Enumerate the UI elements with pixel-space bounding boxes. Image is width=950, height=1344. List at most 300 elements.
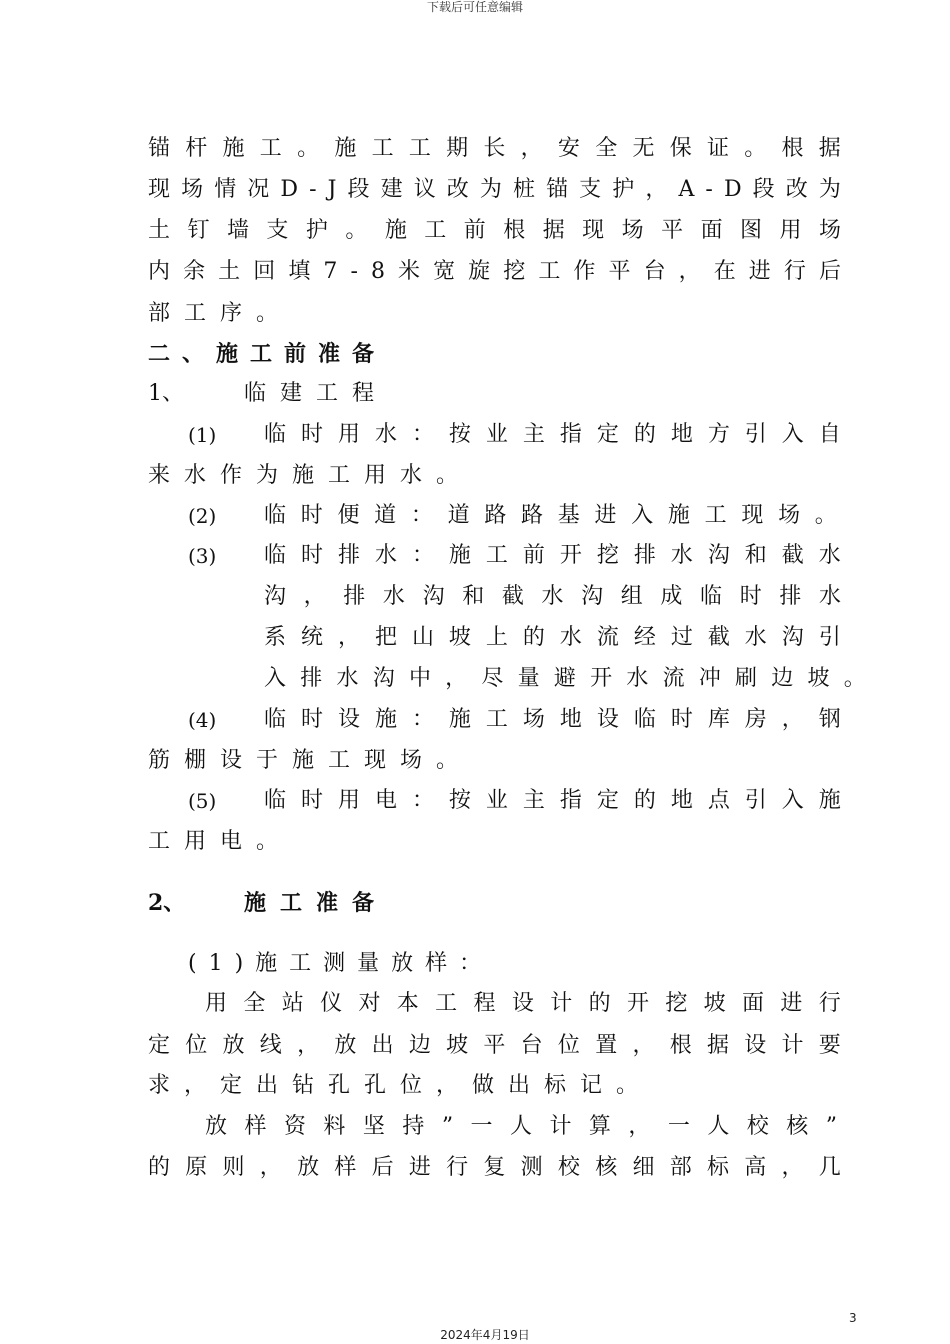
glyph: 计 — [550, 991, 573, 1016]
glyph: 细 — [632, 1155, 655, 1180]
glyph: 挖 — [596, 543, 619, 568]
glyph: 样 — [244, 1114, 267, 1139]
glyph: 时 — [300, 788, 323, 813]
glyph: 仪 — [320, 991, 343, 1016]
glyph: 开 — [590, 666, 613, 691]
glyph: 的 — [633, 422, 656, 447]
glyph: ， — [337, 625, 360, 650]
glyph: 用 — [337, 422, 360, 447]
glyph: 时 — [300, 707, 323, 732]
paragraph-line — [148, 177, 841, 203]
glyph: 面 — [742, 991, 765, 1016]
item-line — [264, 666, 866, 692]
glyph: 工 — [485, 707, 508, 732]
glyph: 入 — [781, 422, 804, 447]
glyph: 。 — [744, 136, 767, 161]
glyph: 改 — [446, 177, 469, 202]
glyph: 用 — [779, 218, 802, 243]
glyph: 本 — [396, 991, 419, 1016]
glyph: 按 — [448, 788, 471, 813]
paragraph-line — [148, 259, 841, 285]
item-number: (2) — [188, 504, 217, 528]
glyph: 程 — [473, 991, 496, 1016]
glyph: 行 — [783, 259, 806, 284]
paragraph-line — [148, 136, 841, 162]
glyph: 水 — [541, 584, 564, 609]
glyph: 边 — [771, 666, 794, 691]
glyph: 行 — [818, 991, 841, 1016]
item-number: (5) — [188, 789, 217, 813]
survey-line — [148, 1155, 841, 1181]
glyph: 经 — [633, 625, 656, 650]
glyph: 临 — [264, 788, 287, 813]
glyph: 用 — [337, 788, 360, 813]
glyph: 为 — [818, 177, 841, 202]
glyph: 几 — [818, 1155, 841, 1180]
glyph: 议 — [413, 177, 436, 202]
glyph: ” — [441, 1114, 454, 1139]
glyph: 进 — [594, 503, 617, 528]
glyph: 设 — [744, 1033, 767, 1058]
item-number: (3) — [188, 544, 217, 568]
glyph: 道 — [374, 503, 397, 528]
glyph: 坡 — [448, 625, 471, 650]
glyph: 临 — [633, 707, 656, 732]
glyph: 挖 — [665, 991, 688, 1016]
glyph: 水 — [374, 422, 397, 447]
glyph: 场 — [778, 503, 801, 528]
glyph: ， — [445, 666, 468, 691]
glyph: 工 — [371, 136, 394, 161]
glyph: 地 — [559, 707, 582, 732]
glyph: 时 — [300, 543, 323, 568]
glyph: 道 — [447, 503, 470, 528]
glyph: 引 — [744, 788, 767, 813]
glyph: 现 — [582, 218, 605, 243]
glyph: 排 — [300, 666, 323, 691]
glyph: 段 — [347, 177, 370, 202]
glyph: 段 — [752, 177, 775, 202]
item-line: 工用电。 — [148, 829, 293, 854]
glyph: 高 — [744, 1155, 767, 1180]
glyph: 复 — [483, 1155, 506, 1180]
glyph: 现 — [148, 177, 171, 202]
glyph: 工 — [408, 136, 431, 161]
glyph: 前 — [522, 543, 545, 568]
glyph: 坡 — [807, 666, 830, 691]
glyph: 根 — [503, 218, 526, 243]
glyph: 冲 — [698, 666, 721, 691]
glyph: 校 — [746, 1114, 769, 1139]
glyph: 8 — [370, 259, 385, 284]
glyph: 临 — [700, 584, 723, 609]
glyph: 沟 — [707, 543, 730, 568]
glyph: 时 — [739, 584, 762, 609]
glyph: 排 — [343, 584, 366, 609]
glyph: 锚 — [148, 136, 171, 161]
glyph: 工 — [435, 991, 458, 1016]
glyph: 设 — [337, 707, 360, 732]
glyph: 料 — [323, 1114, 346, 1139]
glyph: 资 — [283, 1114, 306, 1139]
glyph: 进 — [748, 259, 771, 284]
glyph: 场 — [522, 707, 545, 732]
glyph: 沟 — [422, 584, 445, 609]
glyph: ， — [781, 1155, 804, 1180]
glyph: 成 — [660, 584, 683, 609]
glyph: 位 — [185, 1033, 208, 1058]
glyph: 施 — [448, 707, 471, 732]
glyph: 后 — [818, 259, 841, 284]
glyph: 的 — [148, 1155, 171, 1180]
glyph: 入 — [264, 666, 287, 691]
glyph: ： — [411, 422, 434, 447]
glyph: 电 — [374, 788, 397, 813]
glyph: ， — [678, 259, 701, 284]
glyph: 况 — [247, 177, 270, 202]
glyph: J — [327, 177, 337, 202]
glyph: 站 — [281, 991, 304, 1016]
glyph: 截 — [781, 543, 804, 568]
glyph: 沟 — [372, 666, 395, 691]
glyph: 山 — [411, 625, 434, 650]
glyph: 出 — [371, 1033, 394, 1058]
glyph: 平 — [661, 218, 684, 243]
glyph: 保 — [669, 136, 692, 161]
glyph: 坡 — [446, 1033, 469, 1058]
glyph: ， — [628, 1114, 651, 1139]
glyph: 。 — [297, 136, 320, 161]
glyph: 工 — [538, 259, 561, 284]
glyph: 核 — [595, 1155, 618, 1180]
glyph: 坚 — [362, 1114, 385, 1139]
glyph: 截 — [501, 584, 524, 609]
glyph: 水 — [626, 666, 649, 691]
glyph: 核 — [786, 1114, 809, 1139]
glyph: - — [309, 177, 317, 202]
item-line — [264, 625, 841, 651]
glyph: 回 — [253, 259, 276, 284]
glyph: 和 — [744, 543, 767, 568]
glyph: 引 — [818, 625, 841, 650]
survey-line — [205, 991, 841, 1017]
glyph: 沟 — [581, 584, 604, 609]
glyph: 路 — [484, 503, 507, 528]
glyph: 时 — [300, 503, 323, 528]
glyph: 内 — [148, 259, 171, 284]
glyph: A — [678, 177, 695, 202]
glyph: 位 — [557, 1033, 580, 1058]
glyph: 按 — [448, 422, 471, 447]
section-heading: 二、施工前准备 — [148, 341, 387, 367]
glyph: 过 — [670, 625, 693, 650]
glyph: ， — [259, 1155, 282, 1180]
glyph: 旋 — [468, 259, 491, 284]
glyph: 流 — [596, 625, 619, 650]
glyph: 中 — [408, 666, 431, 691]
glyph: ， — [520, 136, 543, 161]
glyph: 前 — [463, 218, 486, 243]
glyph: 进 — [408, 1155, 431, 1180]
glyph: ： — [410, 503, 433, 528]
glyph: 施 — [818, 788, 841, 813]
glyph: 地 — [670, 788, 693, 813]
survey-line — [148, 1033, 841, 1059]
glyph: 水 — [818, 584, 841, 609]
glyph: 沟 — [264, 584, 287, 609]
glyph: 挖 — [503, 259, 526, 284]
glyph: 场 — [818, 218, 841, 243]
glyph: ， — [303, 584, 326, 609]
glyph: 水 — [744, 625, 767, 650]
item-line: 筋棚设于施工现场。 — [148, 748, 473, 773]
glyph: 水 — [818, 543, 841, 568]
glyph: 主 — [522, 422, 545, 447]
glyph: 排 — [337, 543, 360, 568]
survey-title: (1)施工测量放样： — [188, 951, 494, 976]
subsection-title: 施工准备 — [244, 890, 389, 916]
glyph: 施 — [374, 707, 397, 732]
glyph: 临 — [264, 707, 287, 732]
glyph: 上 — [485, 625, 508, 650]
glyph: 现 — [741, 503, 764, 528]
glyph: 锚 — [546, 177, 569, 202]
glyph: 便 — [337, 503, 360, 528]
glyph: 开 — [626, 991, 649, 1016]
item-line — [264, 788, 841, 814]
glyph: ： — [411, 707, 434, 732]
glyph: 全 — [595, 136, 618, 161]
glyph: 在 — [713, 259, 736, 284]
glyph: 水 — [374, 543, 397, 568]
subsection-title: 临建工程 — [244, 381, 389, 406]
glyph: 护 — [305, 218, 328, 243]
glyph: 支 — [579, 177, 602, 202]
glyph: 临 — [264, 422, 287, 447]
glyph: 统 — [300, 625, 323, 650]
glyph: 用 — [205, 991, 228, 1016]
glyph: 的 — [522, 625, 545, 650]
glyph: 施 — [334, 136, 357, 161]
glyph: 主 — [522, 788, 545, 813]
glyph: 。 — [843, 666, 866, 691]
subsection-number: 1、 — [148, 381, 184, 406]
glyph: 护 — [612, 177, 635, 202]
glyph: 自 — [818, 422, 841, 447]
glyph: 方 — [707, 422, 730, 447]
item-number: (1) — [188, 423, 217, 447]
glyph: 放 — [222, 1033, 245, 1058]
glyph: 部 — [669, 1155, 692, 1180]
glyph: 水 — [336, 666, 359, 691]
glyph: 标 — [706, 1155, 729, 1180]
glyph: 校 — [557, 1155, 580, 1180]
glyph: 水 — [670, 543, 693, 568]
glyph: ： — [411, 788, 434, 813]
glyph: 沟 — [781, 625, 804, 650]
glyph: 临 — [264, 503, 287, 528]
glyph: 房 — [744, 707, 767, 732]
glyph: 台 — [643, 259, 666, 284]
glyph: 。 — [814, 503, 837, 528]
glyph: 。 — [345, 218, 368, 243]
glyph: 组 — [620, 584, 643, 609]
glyph: 和 — [462, 584, 485, 609]
glyph: 时 — [670, 707, 693, 732]
glyph: 设 — [511, 991, 534, 1016]
glyph: D — [723, 177, 742, 202]
glyph: 全 — [243, 991, 266, 1016]
glyph: 避 — [553, 666, 576, 691]
glyph: 引 — [744, 422, 767, 447]
glyph: 根 — [669, 1033, 692, 1058]
glyph: 置 — [595, 1033, 618, 1058]
glyph: 时 — [300, 422, 323, 447]
glyph: 临 — [264, 543, 287, 568]
glyph: 对 — [358, 991, 381, 1016]
glyph: 米 — [398, 259, 421, 284]
glyph: 边 — [408, 1033, 431, 1058]
glyph: 量 — [517, 666, 540, 691]
glyph: 面 — [700, 218, 723, 243]
glyph: 工 — [485, 543, 508, 568]
glyph: 杆 — [185, 136, 208, 161]
item-line — [264, 584, 841, 610]
glyph: 刷 — [735, 666, 758, 691]
glyph: 设 — [596, 707, 619, 732]
glyph: - — [705, 177, 713, 202]
glyph: 基 — [557, 503, 580, 528]
glyph: 余 — [183, 259, 206, 284]
glyph: - — [350, 259, 358, 284]
glyph: 入 — [631, 503, 654, 528]
glyph: 持 — [402, 1114, 425, 1139]
glyph: 根 — [781, 136, 804, 161]
glyph: 人 — [707, 1114, 730, 1139]
glyph: 场 — [181, 177, 204, 202]
glyph: 长 — [483, 136, 506, 161]
item-line — [264, 503, 837, 529]
glyph: 为 — [479, 177, 502, 202]
glyph: 流 — [662, 666, 685, 691]
glyph: ： — [411, 543, 434, 568]
glyph: 情 — [214, 177, 237, 202]
glyph: 工 — [259, 136, 282, 161]
glyph: 原 — [185, 1155, 208, 1180]
page-number: 3 — [849, 1311, 857, 1325]
item-line: 来水作为施工用水。 — [148, 463, 473, 488]
glyph: 把 — [374, 625, 397, 650]
glyph: 钉 — [187, 218, 210, 243]
glyph: 墙 — [226, 218, 249, 243]
glyph: 无 — [632, 136, 655, 161]
glyph: 据 — [542, 218, 565, 243]
glyph: 施 — [448, 543, 471, 568]
glyph: 放 — [205, 1114, 228, 1139]
glyph: 定 — [596, 788, 619, 813]
glyph: 工 — [424, 218, 447, 243]
survey-line — [205, 1114, 837, 1140]
item-number: (4) — [188, 708, 217, 732]
glyph: 水 — [382, 584, 405, 609]
footer-date: 2024年4月19日 — [440, 1328, 530, 1342]
glyph: 据 — [818, 136, 841, 161]
glyph: ， — [781, 707, 804, 732]
glyph: 业 — [485, 788, 508, 813]
survey-line: 求，定出钻孔孔位，做出标记。 — [148, 1073, 653, 1098]
glyph: 台 — [520, 1033, 543, 1058]
glyph: 期 — [446, 136, 469, 161]
glyph: 定 — [596, 422, 619, 447]
glyph: 要 — [818, 1033, 841, 1058]
glyph: 坡 — [703, 991, 726, 1016]
glyph: 桩 — [512, 177, 535, 202]
glyph: 开 — [559, 543, 582, 568]
glyph: 场 — [621, 218, 644, 243]
glyph: 改 — [785, 177, 808, 202]
glyph: 入 — [781, 788, 804, 813]
glyph: 证 — [706, 136, 729, 161]
glyph: 施 — [222, 136, 245, 161]
glyph: 算 — [588, 1114, 611, 1139]
item-line — [264, 543, 841, 569]
glyph: 路 — [521, 503, 544, 528]
glyph: ， — [645, 177, 668, 202]
glyph: 指 — [559, 422, 582, 447]
glyph: 库 — [707, 707, 730, 732]
paragraph-line: 部工序。 — [148, 301, 293, 326]
glyph: 平 — [608, 259, 631, 284]
glyph: 计 — [781, 1033, 804, 1058]
glyph: 进 — [780, 991, 803, 1016]
glyph: 人 — [509, 1114, 532, 1139]
glyph: D — [280, 177, 299, 202]
glyph: 图 — [740, 218, 763, 243]
glyph: 定 — [148, 1033, 171, 1058]
glyph: 施 — [384, 218, 407, 243]
glyph: 填 — [288, 259, 311, 284]
glyph: 安 — [557, 136, 580, 161]
glyph: 线 — [259, 1033, 282, 1058]
glyph: 截 — [707, 625, 730, 650]
glyph: 的 — [588, 991, 611, 1016]
item-line — [264, 422, 841, 448]
glyph: 样 — [334, 1155, 357, 1180]
subsection-number: 2、 — [148, 890, 186, 916]
glyph: 尽 — [481, 666, 504, 691]
paragraph-line — [148, 218, 841, 244]
glyph: 据 — [706, 1033, 729, 1058]
page-header: 下载后可任意编辑 — [426, 0, 523, 14]
glyph: ， — [632, 1033, 655, 1058]
glyph: 一 — [667, 1114, 690, 1139]
glyph: 工 — [704, 503, 727, 528]
glyph: 地 — [670, 422, 693, 447]
glyph: 系 — [264, 625, 287, 650]
glyph: 放 — [334, 1033, 357, 1058]
glyph: 测 — [520, 1155, 543, 1180]
glyph: 作 — [573, 259, 596, 284]
glyph: 则 — [222, 1155, 245, 1180]
glyph: 支 — [266, 218, 289, 243]
glyph: 排 — [633, 543, 656, 568]
glyph: 土 — [218, 259, 241, 284]
glyph: 水 — [559, 625, 582, 650]
glyph: 一 — [470, 1114, 493, 1139]
glyph: 业 — [485, 422, 508, 447]
item-line — [264, 707, 841, 733]
glyph: 宽 — [433, 259, 456, 284]
